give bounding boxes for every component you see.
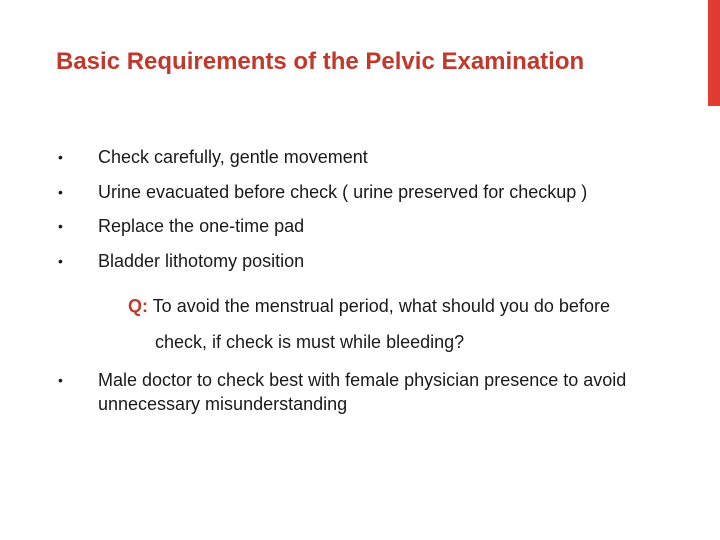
bullet-marker: • [58, 372, 63, 388]
question-text-1: To avoid the menstrual period, what should you do before [148, 296, 610, 316]
bullet-text: Check carefully, gentle movement [98, 147, 368, 167]
question-line-1 [128, 294, 610, 318]
slide-title: Basic Requirements of the Pelvic Examination [56, 48, 585, 75]
question-line-2 [155, 330, 464, 354]
bullet-marker: • [58, 218, 63, 234]
bullet-marker: • [58, 253, 63, 269]
bullet-text: Replace the one-time pad [98, 216, 305, 236]
accent-bar [708, 0, 720, 106]
bullet-marker: • [58, 149, 63, 165]
bullet-text: Bladder lithotomy position [98, 251, 305, 271]
question-text-2: check, if check is must while bleeding? [155, 332, 465, 352]
bullet-text: Male doctor to check best with female physician presence to avoid unnecessary misunderstanding [98, 370, 627, 414]
question-label: Q: [128, 296, 148, 316]
bullet-text: Urine evacuated before check ( urine preserved for checkup ) [98, 182, 588, 202]
bullet-marker: • [58, 184, 63, 200]
